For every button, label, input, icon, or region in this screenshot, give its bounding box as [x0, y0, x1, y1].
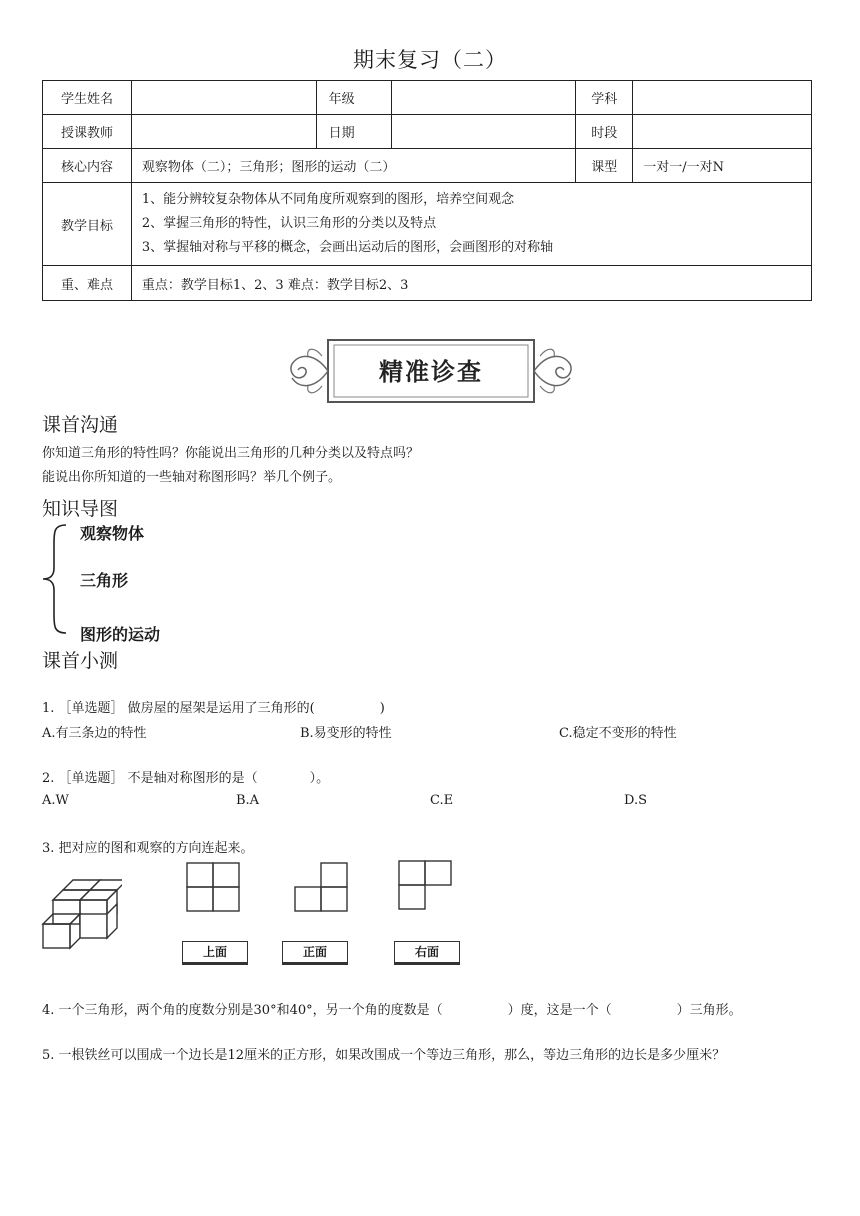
- mindmap-item: 观察物体: [80, 524, 145, 543]
- cube-stack-figure: [40, 876, 122, 952]
- quiz-heading: 课首小测: [42, 650, 119, 672]
- q1-option-c: C.稳定不变形的特性: [559, 726, 677, 741]
- goal-item: 1、能分辨较复杂物体从不同角度所观察到的图形，培养空间观念: [141, 192, 515, 207]
- q1-option-b: B.易变形的特性: [300, 726, 392, 741]
- q2-option-c: C.E: [430, 793, 454, 808]
- question-2: 2. ［单选题］ 不是轴对称图形的是（ ）。: [42, 771, 330, 786]
- question-3: 3. 把对应的图和观察的方向连起来。: [42, 841, 254, 856]
- mindmap-item: 三角形: [80, 571, 129, 590]
- view-label-top: 上面: [182, 941, 248, 965]
- curly-brace: [40, 522, 70, 636]
- intro-line: 你知道三角形的特性吗？你能说出三角形的几种分类以及特点吗？: [42, 446, 420, 461]
- grade-label: 年级: [316, 81, 391, 115]
- goals-label: 教学目标: [43, 183, 132, 266]
- front-view-figure: [294, 862, 350, 914]
- period-value: [633, 115, 812, 149]
- q1-option-a: A.有三条边的特性: [42, 726, 147, 741]
- intro-heading: 课首沟通: [42, 414, 119, 436]
- core-value: 观察物体（二）；三角形；图形的运动（二）: [131, 149, 575, 183]
- top-view-figure: [186, 862, 242, 914]
- subject-value: [633, 81, 812, 115]
- key-value: 重点：教学目标1、2、3 难点：教学目标2、3: [131, 266, 811, 301]
- teacher-label: 授课教师: [43, 115, 132, 149]
- student-label: 学生姓名: [43, 81, 132, 115]
- date-label: 日期: [316, 115, 391, 149]
- grade-value: [391, 81, 576, 115]
- type-value: 一对一/一对N: [633, 149, 812, 183]
- right-view-figure: [398, 860, 454, 912]
- key-label: 重、难点: [43, 266, 132, 301]
- goal-item: 3、掌握轴对称与平移的概念，会画出运动后的图形，会画图形的对称轴: [141, 240, 554, 255]
- period-label: 时段: [576, 115, 633, 149]
- intro-line: 能说出你所知道的一些轴对称图形吗？举几个例子。: [42, 470, 342, 485]
- goal-item: 2、掌握三角形的特性，认识三角形的分类以及特点: [141, 216, 437, 231]
- question-4: 4. 一个三角形，两个角的度数分别是30°和40°，另一个角的度数是（ ）度，这是一个（ ）三角形。: [42, 1003, 742, 1018]
- student-value: [131, 81, 316, 115]
- core-label: 核心内容: [43, 149, 132, 183]
- lesson-info-table: [42, 80, 812, 301]
- q2-option-b: B.A: [236, 793, 260, 808]
- view-label-front: 正面: [282, 941, 348, 965]
- mindmap-item: 图形的运动: [80, 625, 161, 644]
- subject-label: 学科: [576, 81, 633, 115]
- goals-cell: [131, 183, 811, 266]
- date-value: [391, 115, 576, 149]
- type-label: 课型: [576, 149, 633, 183]
- question-5: 5. 一根铁丝可以围成一个边长是12厘米的正方形，如果改围成一个等边三角形，那么，等边三角形的边长是多少厘米？: [42, 1048, 726, 1063]
- mindmap-heading: 知识导图: [42, 498, 119, 520]
- teacher-value: [131, 115, 316, 149]
- question-1: 1. ［单选题］ 做房屋的屋架是运用了三角形的( ): [42, 701, 385, 716]
- page-title: 期末复习（二）: [353, 48, 507, 72]
- banner-title: 精准诊查: [379, 358, 483, 386]
- q2-option-a: A.W: [42, 793, 69, 808]
- view-label-right: 右面: [394, 941, 460, 965]
- q2-option-d: D.S: [624, 793, 647, 808]
